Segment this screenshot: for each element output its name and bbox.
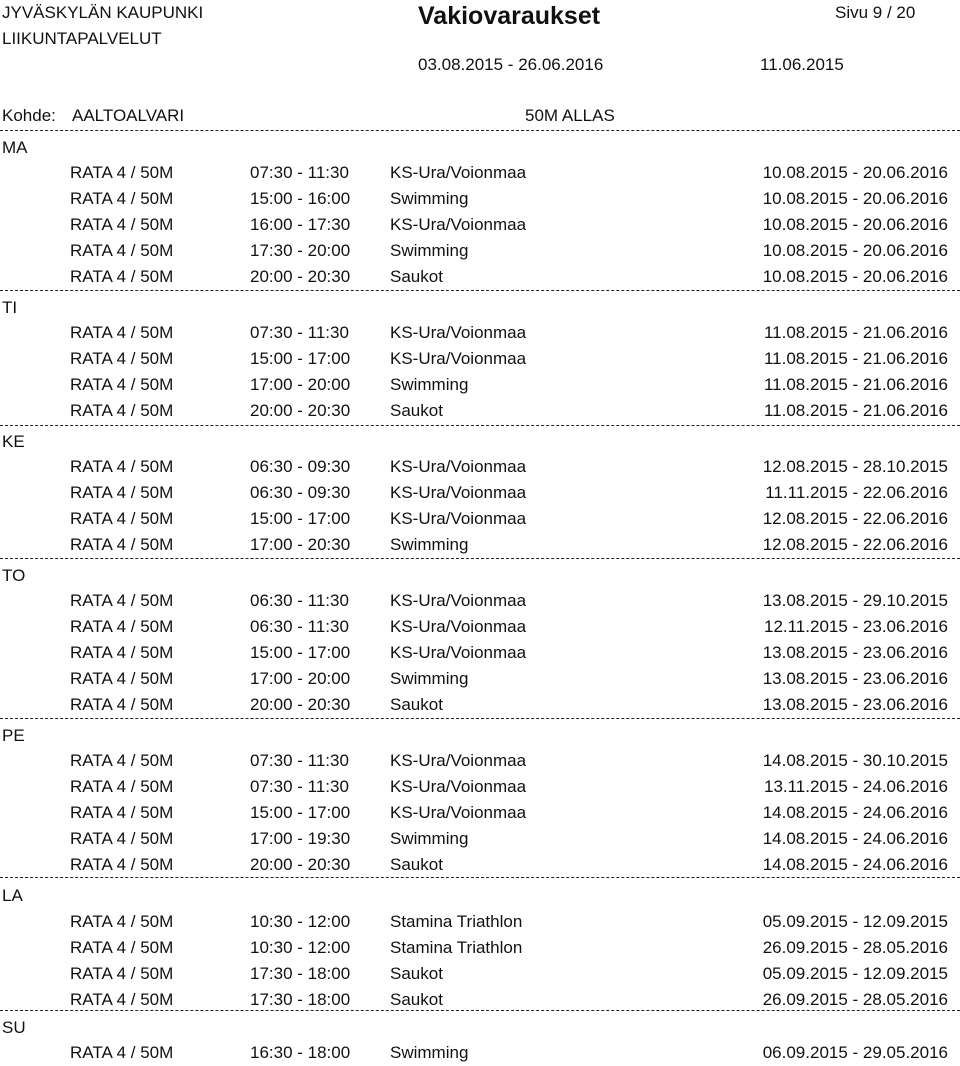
table-row	[0, 376, 960, 398]
time-cell: 15:00 - 17:00	[250, 643, 351, 662]
table-row	[0, 778, 960, 800]
lane-cell: RATA 4 / 50M	[70, 509, 174, 528]
lane-cell: RATA 4 / 50M	[70, 323, 174, 342]
user-cell: KS-Ura/Voionmaa	[390, 349, 527, 368]
page-title: Vakiovaraukset	[418, 2, 601, 30]
table-row	[0, 830, 960, 852]
user-cell: Swimming	[390, 669, 469, 688]
lane-cell: RATA 4 / 50M	[70, 267, 174, 286]
table-row	[0, 939, 960, 961]
page-number: Sivu 9 / 20	[835, 3, 916, 22]
lane-cell: RATA 4 / 50M	[70, 829, 174, 848]
time-cell: 17:30 - 18:00	[250, 990, 351, 1009]
day-label-la: LA	[2, 886, 23, 905]
time-cell: 07:30 - 11:30	[250, 777, 349, 796]
period-cell: 13.08.2015 - 23.06.2016	[762, 669, 948, 688]
table-row	[0, 913, 960, 935]
period-cell: 10.08.2015 - 20.06.2016	[762, 267, 948, 286]
period-cell: 26.09.2015 - 28.05.2016	[762, 938, 948, 957]
table-row	[0, 268, 960, 290]
period-cell: 26.09.2015 - 28.05.2016	[762, 990, 948, 1009]
table-row	[0, 164, 960, 186]
period-cell: 13.08.2015 - 29.10.2015	[762, 591, 948, 610]
time-cell: 15:00 - 17:00	[250, 349, 351, 368]
table-row	[0, 1044, 960, 1066]
user-cell: Swimming	[390, 829, 469, 848]
table-row	[0, 484, 960, 506]
organization-name: JYVÄSKYLÄN KAUPUNKI	[2, 3, 204, 22]
lane-cell: RATA 4 / 50M	[70, 938, 174, 957]
user-cell: Swimming	[390, 375, 469, 394]
user-cell: KS-Ura/Voionmaa	[390, 483, 527, 502]
user-cell: KS-Ura/Voionmaa	[390, 591, 527, 610]
table-row	[0, 991, 960, 1013]
user-cell: Saukot	[390, 990, 443, 1009]
lane-cell: RATA 4 / 50M	[70, 912, 174, 931]
period-cell: 14.08.2015 - 24.06.2016	[762, 829, 948, 848]
table-row	[0, 965, 960, 987]
period-cell: 11.11.2015 - 22.06.2016	[765, 483, 948, 502]
table-row	[0, 644, 960, 666]
user-cell: KS-Ura/Voionmaa	[390, 617, 527, 636]
table-row	[0, 458, 960, 480]
time-cell: 16:00 - 17:30	[250, 215, 351, 234]
time-cell: 07:30 - 11:30	[250, 323, 349, 342]
lane-cell: RATA 4 / 50M	[70, 669, 174, 688]
separator-line	[0, 558, 960, 559]
period-cell: 14.08.2015 - 30.10.2015	[762, 751, 948, 770]
period-cell: 13.11.2015 - 24.06.2016	[763, 777, 948, 796]
user-cell: Swimming	[390, 535, 469, 554]
time-cell: 07:30 - 11:30	[250, 751, 349, 770]
time-cell: 20:00 - 20:30	[250, 267, 351, 286]
time-cell: 17:00 - 20:30	[250, 535, 351, 554]
period-cell: 05.09.2015 - 12.09.2015	[762, 964, 948, 983]
time-cell: 20:00 - 20:30	[250, 401, 351, 420]
day-label-ma: MA	[2, 138, 28, 157]
table-row	[0, 242, 960, 264]
period-cell: 11.08.2015 - 21.06.2016	[763, 375, 948, 394]
period-cell: 13.08.2015 - 23.06.2016	[762, 643, 948, 662]
period-cell: 14.08.2015 - 24.06.2016	[762, 855, 948, 874]
time-cell: 10:30 - 12:00	[250, 938, 351, 957]
lane-cell: RATA 4 / 50M	[70, 401, 174, 420]
period-cell: 11.08.2015 - 21.06.2016	[763, 401, 948, 420]
table-row	[0, 350, 960, 372]
user-cell: KS-Ura/Voionmaa	[390, 323, 527, 342]
table-row	[0, 510, 960, 532]
user-cell: KS-Ura/Voionmaa	[390, 509, 527, 528]
lane-cell: RATA 4 / 50M	[70, 535, 174, 554]
lane-cell: RATA 4 / 50M	[70, 777, 174, 796]
lane-cell: RATA 4 / 50M	[70, 241, 174, 260]
lane-cell: RATA 4 / 50M	[70, 964, 174, 983]
period-cell: 12.08.2015 - 22.06.2016	[762, 509, 948, 528]
lane-cell: RATA 4 / 50M	[70, 643, 174, 662]
kohde-value: AALTOALVARI	[72, 106, 185, 125]
user-cell: Saukot	[390, 695, 443, 714]
period-cell: 13.08.2015 - 23.06.2016	[762, 695, 948, 714]
day-label-ke: KE	[2, 432, 25, 451]
table-row	[0, 856, 960, 878]
table-row	[0, 752, 960, 774]
table-row	[0, 536, 960, 558]
period-cell: 10.08.2015 - 20.06.2016	[762, 215, 948, 234]
time-cell: 15:00 - 17:00	[250, 509, 351, 528]
time-cell: 06:30 - 11:30	[250, 591, 349, 610]
print-date: 11.06.2015	[760, 55, 844, 74]
separator-line	[0, 290, 960, 291]
lane-cell: RATA 4 / 50M	[70, 1043, 174, 1062]
user-cell: KS-Ura/Voionmaa	[390, 457, 527, 476]
lane-cell: RATA 4 / 50M	[70, 189, 174, 208]
day-label-to: TO	[2, 566, 26, 585]
time-cell: 10:30 - 12:00	[250, 912, 351, 931]
table-row	[0, 696, 960, 718]
period-cell: 12.08.2015 - 28.10.2015	[762, 457, 948, 476]
lane-cell: RATA 4 / 50M	[70, 751, 174, 770]
lane-cell: RATA 4 / 50M	[70, 990, 174, 1009]
table-row	[0, 402, 960, 424]
user-cell: Stamina Triathlon	[390, 938, 523, 957]
facility-name: 50M ALLAS	[525, 106, 615, 125]
period-cell: 12.08.2015 - 22.06.2016	[762, 535, 948, 554]
time-cell: 17:30 - 20:00	[250, 241, 351, 260]
time-cell: 06:30 - 11:30	[250, 617, 349, 636]
user-cell: Saukot	[390, 267, 443, 286]
time-cell: 06:30 - 09:30	[250, 483, 351, 502]
day-label-pe: PE	[2, 726, 25, 745]
lane-cell: RATA 4 / 50M	[70, 855, 174, 874]
user-cell: Saukot	[390, 964, 443, 983]
user-cell: KS-Ura/Voionmaa	[390, 215, 527, 234]
period-cell: 06.09.2015 - 29.05.2016	[762, 1043, 948, 1062]
date-range: 03.08.2015 - 26.06.2016	[418, 55, 604, 74]
lane-cell: RATA 4 / 50M	[70, 349, 174, 368]
separator-line	[0, 425, 960, 426]
separator-line	[0, 718, 960, 719]
period-cell: 10.08.2015 - 20.06.2016	[762, 189, 948, 208]
user-cell: KS-Ura/Voionmaa	[390, 803, 527, 822]
user-cell: Saukot	[390, 855, 443, 874]
lane-cell: RATA 4 / 50M	[70, 591, 174, 610]
department-name: LIIKUNTAPALVELUT	[2, 29, 162, 48]
user-cell: Swimming	[390, 241, 469, 260]
user-cell: Saukot	[390, 401, 443, 420]
time-cell: 17:00 - 20:00	[250, 375, 351, 394]
lane-cell: RATA 4 / 50M	[70, 803, 174, 822]
table-row	[0, 670, 960, 692]
time-cell: 20:00 - 20:30	[250, 855, 351, 874]
user-cell: Swimming	[390, 1043, 469, 1062]
lane-cell: RATA 4 / 50M	[70, 483, 174, 502]
lane-cell: RATA 4 / 50M	[70, 695, 174, 714]
period-cell: 14.08.2015 - 24.06.2016	[762, 803, 948, 822]
time-cell: 17:00 - 20:00	[250, 669, 351, 688]
lane-cell: RATA 4 / 50M	[70, 215, 174, 234]
lane-cell: RATA 4 / 50M	[70, 375, 174, 394]
user-cell: KS-Ura/Voionmaa	[390, 751, 527, 770]
period-cell: 11.08.2015 - 21.06.2016	[763, 323, 948, 342]
period-cell: 10.08.2015 - 20.06.2016	[762, 241, 948, 260]
separator-line	[0, 130, 960, 131]
table-row	[0, 618, 960, 640]
table-row	[0, 592, 960, 614]
user-cell: Swimming	[390, 189, 469, 208]
table-row	[0, 804, 960, 826]
time-cell: 15:00 - 17:00	[250, 803, 351, 822]
time-cell: 07:30 - 11:30	[250, 163, 349, 182]
day-label-ti: TI	[2, 298, 18, 317]
period-cell: 05.09.2015 - 12.09.2015	[762, 912, 948, 931]
day-label-su: SU	[2, 1018, 26, 1037]
period-cell: 10.08.2015 - 20.06.2016	[762, 163, 948, 182]
time-cell: 06:30 - 09:30	[250, 457, 351, 476]
user-cell: KS-Ura/Voionmaa	[390, 777, 527, 796]
table-row	[0, 216, 960, 238]
period-cell: 11.08.2015 - 21.06.2016	[763, 349, 948, 368]
table-row	[0, 190, 960, 212]
period-cell: 12.11.2015 - 23.06.2016	[763, 617, 948, 636]
lane-cell: RATA 4 / 50M	[70, 163, 174, 182]
user-cell: Stamina Triathlon	[390, 912, 523, 931]
time-cell: 20:00 - 20:30	[250, 695, 351, 714]
user-cell: KS-Ura/Voionmaa	[390, 163, 527, 182]
time-cell: 16:30 - 18:00	[250, 1043, 351, 1062]
time-cell: 15:00 - 16:00	[250, 189, 351, 208]
time-cell: 17:00 - 19:30	[250, 829, 351, 848]
lane-cell: RATA 4 / 50M	[70, 457, 174, 476]
table-row	[0, 324, 960, 346]
time-cell: 17:30 - 18:00	[250, 964, 351, 983]
user-cell: KS-Ura/Voionmaa	[390, 643, 527, 662]
kohde-label: Kohde:	[2, 106, 56, 125]
lane-cell: RATA 4 / 50M	[70, 617, 174, 636]
